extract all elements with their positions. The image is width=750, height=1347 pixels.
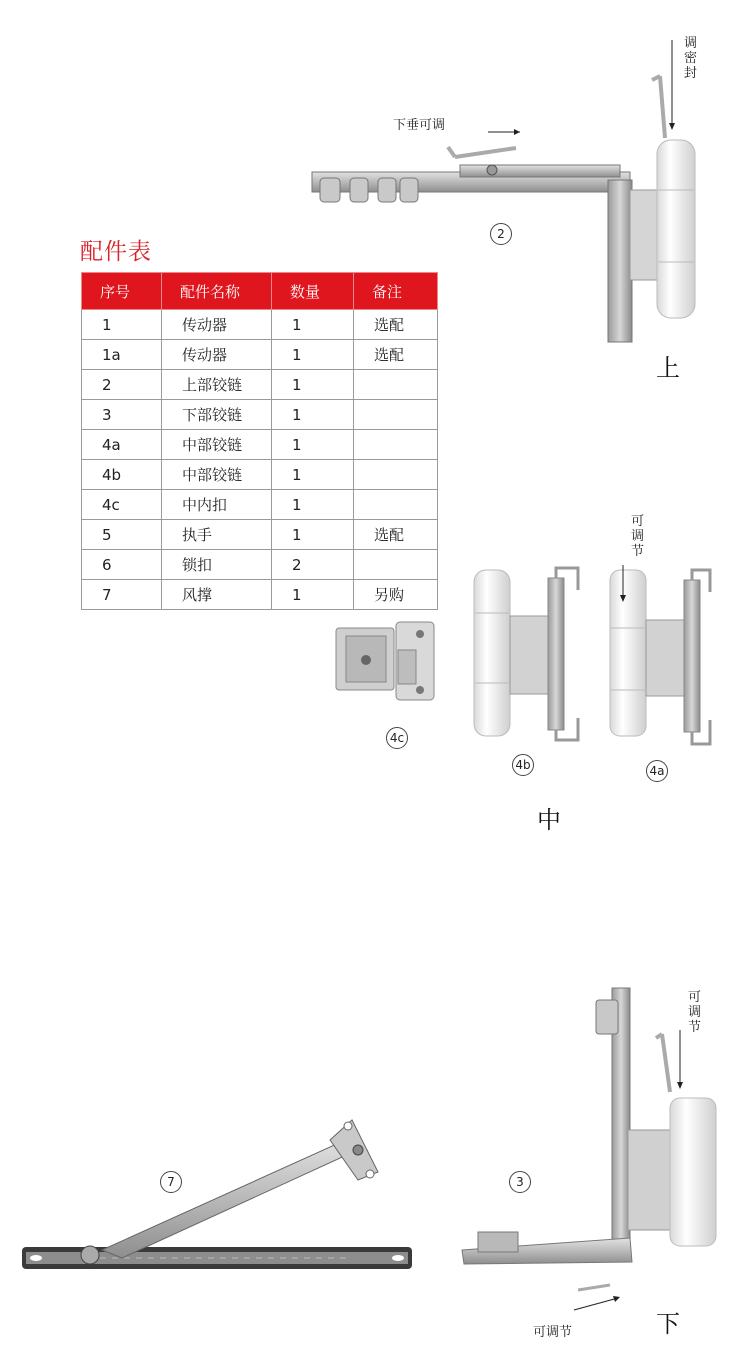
bottom-hinge-image	[462, 988, 716, 1310]
bottom-adjust-vertical-label: 可调节	[688, 990, 702, 1035]
mid-section-label: 中	[537, 806, 561, 834]
cell-no: 5	[82, 520, 162, 550]
cell-note: 选配	[354, 520, 438, 550]
cell-note	[354, 550, 438, 580]
cell-qty: 1	[272, 340, 354, 370]
mid-adjust-vertical-label: 可调节	[631, 514, 645, 559]
mid-number-4b: 4b	[512, 754, 534, 776]
table-row	[82, 580, 438, 610]
cell-note	[354, 370, 438, 400]
cell-name: 执手	[162, 520, 272, 550]
table-row	[82, 490, 438, 520]
cell-qty: 1	[272, 430, 354, 460]
cell-no: 4a	[82, 430, 162, 460]
cell-qty: 1	[272, 400, 354, 430]
table-row	[82, 400, 438, 430]
bottom-hinge-number: 3	[509, 1171, 531, 1193]
cell-note: 选配	[354, 340, 438, 370]
cell-note	[354, 490, 438, 520]
top-section-label: 上	[656, 354, 680, 382]
parts-table	[81, 272, 438, 610]
cell-name: 下部铰链	[162, 400, 272, 430]
table-row	[82, 460, 438, 490]
cell-no: 7	[82, 580, 162, 610]
cell-name: 风撑	[162, 580, 272, 610]
cell-qty: 1	[272, 520, 354, 550]
cell-name: 锁扣	[162, 550, 272, 580]
cell-qty: 2	[272, 550, 354, 580]
cell-name: 传动器	[162, 310, 272, 340]
header-name: 配件名称	[162, 273, 272, 310]
cell-no: 4b	[82, 460, 162, 490]
cell-note: 选配	[354, 310, 438, 340]
cell-qty: 1	[272, 370, 354, 400]
top-hinge-number: 2	[490, 223, 512, 245]
table-row	[82, 520, 438, 550]
table-row	[82, 340, 438, 370]
cell-name: 中部铰链	[162, 430, 272, 460]
cell-note: 另购	[354, 580, 438, 610]
table-row	[82, 430, 438, 460]
cell-no: 2	[82, 370, 162, 400]
mid-number-4c: 4c	[386, 727, 408, 749]
cell-note	[354, 400, 438, 430]
header-no: 序号	[82, 273, 162, 310]
mid-number-4a: 4a	[646, 760, 668, 782]
cell-qty: 1	[272, 490, 354, 520]
cell-qty: 1	[272, 310, 354, 340]
cell-name: 传动器	[162, 340, 272, 370]
cell-qty: 1	[272, 580, 354, 610]
cell-name: 中部铰链	[162, 460, 272, 490]
bottom-adjust-horizontal-label: 可调节	[533, 1325, 573, 1340]
table-header-row	[82, 273, 438, 310]
header-note: 备注	[354, 273, 438, 310]
cell-no: 4c	[82, 490, 162, 520]
parts-table-title: 配件表	[80, 239, 152, 265]
cell-note	[354, 430, 438, 460]
cell-no: 6	[82, 550, 162, 580]
cell-note	[354, 460, 438, 490]
stay-number: 7	[160, 1171, 182, 1193]
cell-no: 3	[82, 400, 162, 430]
table-row	[82, 310, 438, 340]
bottom-section-label: 下	[656, 1310, 680, 1338]
window-stay-image	[22, 1120, 412, 1269]
table-row	[82, 370, 438, 400]
table-row	[82, 550, 438, 580]
cell-qty: 1	[272, 460, 354, 490]
cell-no: 1	[82, 310, 162, 340]
cell-name: 中内扣	[162, 490, 272, 520]
top-adjust-vertical-label: 调密封	[684, 36, 698, 81]
header-qty: 数量	[272, 273, 354, 310]
top-adjust-horizontal-label: 下垂可调	[393, 118, 446, 133]
cell-no: 1a	[82, 340, 162, 370]
cell-name: 上部铰链	[162, 370, 272, 400]
